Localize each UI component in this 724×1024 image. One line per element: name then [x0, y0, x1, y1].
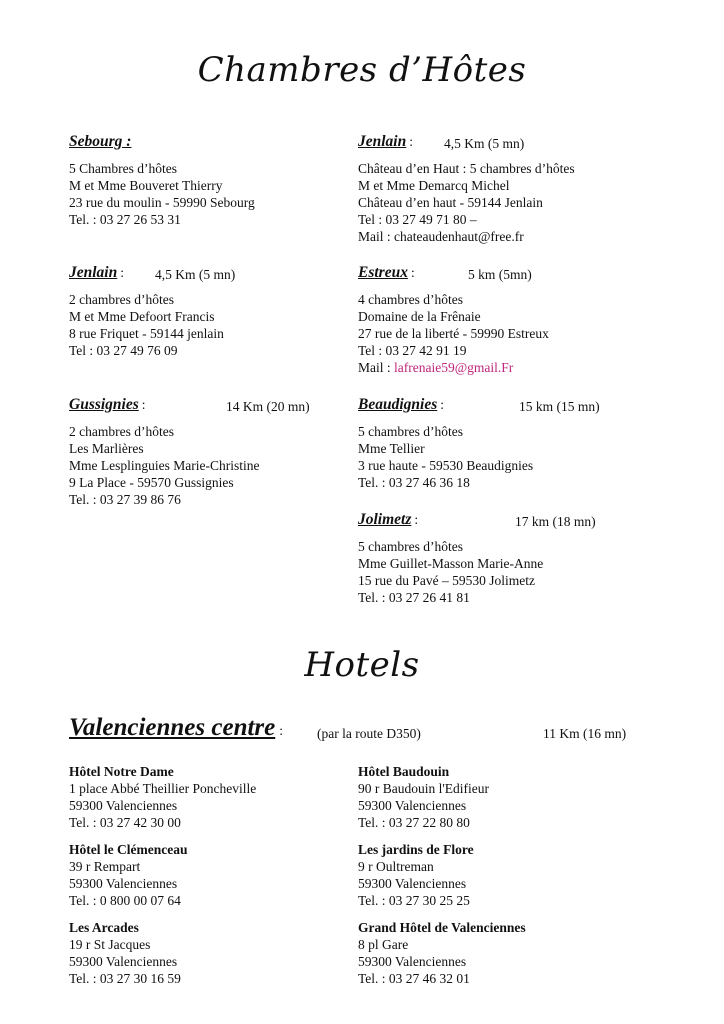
line: 23 rue du moulin - 59990 Sebourg [69, 195, 255, 210]
line: 59300 Valenciennes [69, 954, 178, 969]
town-name: Jenlain [358, 133, 407, 150]
line: 3 rue haute - 59530 Beaudignies [358, 458, 534, 473]
line: 8 rue Friquet - 59144 jenlain [69, 326, 224, 341]
line: Tel : 03 27 49 71 80 – [358, 212, 477, 227]
hotel-name: Hôtel Notre Dame [69, 764, 174, 779]
line: Tel. : 03 27 26 53 31 [69, 212, 181, 227]
line: Château d’en Haut : 5 chambres d’hôtes [358, 161, 575, 176]
line: Tel. : 03 27 39 86 76 [69, 492, 181, 507]
mail-label: Mail : [358, 360, 394, 375]
hotels-title: Hotels [304, 645, 420, 685]
hotel-clemenceau [69, 841, 369, 909]
hotel-jardins-de-flore [358, 841, 658, 909]
hotel-name: Hôtel le Clémenceau [69, 842, 188, 857]
line: 5 chambres d’hôtes [358, 539, 463, 554]
line: Tel : 03 27 42 91 19 [358, 343, 467, 358]
line: Tel. : 0 800 00 07 64 [69, 893, 181, 908]
line: 8 pl Gare [358, 937, 409, 952]
line: Mme Tellier [358, 441, 425, 456]
colon: : [141, 397, 146, 412]
chambre-jolimetz [358, 511, 658, 606]
chambre-jenlain-1 [69, 264, 349, 359]
distance: 14 Km (20 mn) [226, 399, 310, 414]
hotel-name: Grand Hôtel de Valenciennes [358, 920, 526, 935]
distance: 11 Km (16 mn) [543, 726, 627, 741]
line: M et Mme Demarcq Michel [358, 178, 510, 193]
town-name: Beaudignies [358, 396, 438, 413]
line: Tel. : 03 27 46 36 18 [358, 475, 470, 490]
line: 27 rue de la liberté - 59990 Estreux [358, 326, 549, 341]
line: Tel. : 03 27 46 32 01 [358, 971, 470, 986]
line: 59300 Valenciennes [69, 876, 178, 891]
valenciennes-header [69, 714, 669, 746]
line: 59300 Valenciennes [358, 798, 467, 813]
mail-line [358, 359, 658, 376]
line: Tel : 03 27 49 76 09 [69, 343, 178, 358]
line: 90 r Baudouin l'Edifieur [358, 781, 490, 796]
line: Mme Guillet-Masson Marie-Anne [358, 556, 544, 571]
line: 9 La Place - 59570 Gussignies [69, 475, 234, 490]
colon: : [279, 723, 284, 738]
section-title: Valenciennes centre [69, 714, 276, 741]
line: Mme Lesplinguies Marie-Christine [69, 458, 260, 473]
chambres-title: Chambres d’Hôtes [197, 50, 527, 90]
line: Tel. : 03 27 42 30 00 [69, 815, 181, 830]
line: 2 chambres d’hôtes [69, 424, 174, 439]
line: Tel. : 03 27 22 80 80 [358, 815, 470, 830]
line: Tel. : 03 27 30 25 25 [358, 893, 470, 908]
hotel-name: Hôtel Baudouin [358, 764, 450, 779]
chambre-beaudignies [358, 396, 658, 491]
line: Domaine de la Frênaie [358, 309, 481, 324]
line: Château d’en haut - 59144 Jenlain [358, 195, 543, 210]
colon: : [440, 397, 444, 412]
chambre-estreux [358, 264, 658, 376]
town-name: Sebourg : [69, 133, 132, 150]
distance: 4,5 Km (5 mn) [444, 136, 525, 151]
hotel-grand-hotel [358, 919, 658, 987]
line: 59300 Valenciennes [69, 798, 178, 813]
colon: : [409, 134, 413, 149]
line: 2 chambres d’hôtes [69, 292, 174, 307]
line: M et Mme Bouveret Thierry [69, 178, 223, 193]
distance: 17 km (18 mn) [515, 514, 596, 529]
town-name: Estreux [358, 264, 408, 281]
line: Mail : chateaudenhaut@free.fr [358, 229, 524, 244]
line: M et Mme Defoort Francis [69, 309, 215, 324]
town-name: Jolimetz [358, 511, 412, 528]
line: 39 r Rempart [69, 859, 141, 874]
hotel-notre-dame [69, 763, 369, 831]
hotel-name: Les jardins de Flore [358, 842, 474, 857]
line: 59300 Valenciennes [358, 876, 467, 891]
hotel-name: Les Arcades [69, 920, 139, 935]
line: Les Marlières [69, 441, 144, 456]
route-note: (par la route D350) [317, 726, 421, 741]
line: 19 r St Jacques [69, 937, 151, 952]
town-name: Jenlain [69, 264, 118, 281]
line: Tel. : 03 27 30 16 59 [69, 971, 181, 986]
line: Tel. : 03 27 26 41 81 [358, 590, 470, 605]
chambre-gussignies [69, 396, 349, 508]
distance: 5 km (5mn) [468, 267, 532, 282]
line: 4 chambres d’hôtes [358, 292, 463, 307]
hotel-baudouin [358, 763, 658, 831]
line: 9 r Oultreman [358, 859, 434, 874]
line: 1 place Abbé Theillier Poncheville [69, 781, 257, 796]
colon: : [120, 265, 124, 280]
line: 15 rue du Pavé – 59530 Jolimetz [358, 573, 535, 588]
hotel-les-arcades [69, 919, 369, 987]
distance: 15 km (15 mn) [519, 399, 600, 414]
distance: 4,5 Km (5 mn) [155, 267, 236, 282]
email-link[interactable]: lafrenaie59@gmail.Fr [394, 360, 514, 375]
colon: : [414, 512, 419, 527]
line: 5 chambres d’hôtes [358, 424, 463, 439]
line: 5 Chambres d’hôtes [69, 161, 177, 176]
colon: : [410, 265, 415, 280]
chambre-jenlain-2 [358, 133, 658, 245]
chambre-sebourg [69, 133, 349, 228]
town-name: Gussignies [69, 396, 139, 413]
line: 59300 Valenciennes [358, 954, 467, 969]
